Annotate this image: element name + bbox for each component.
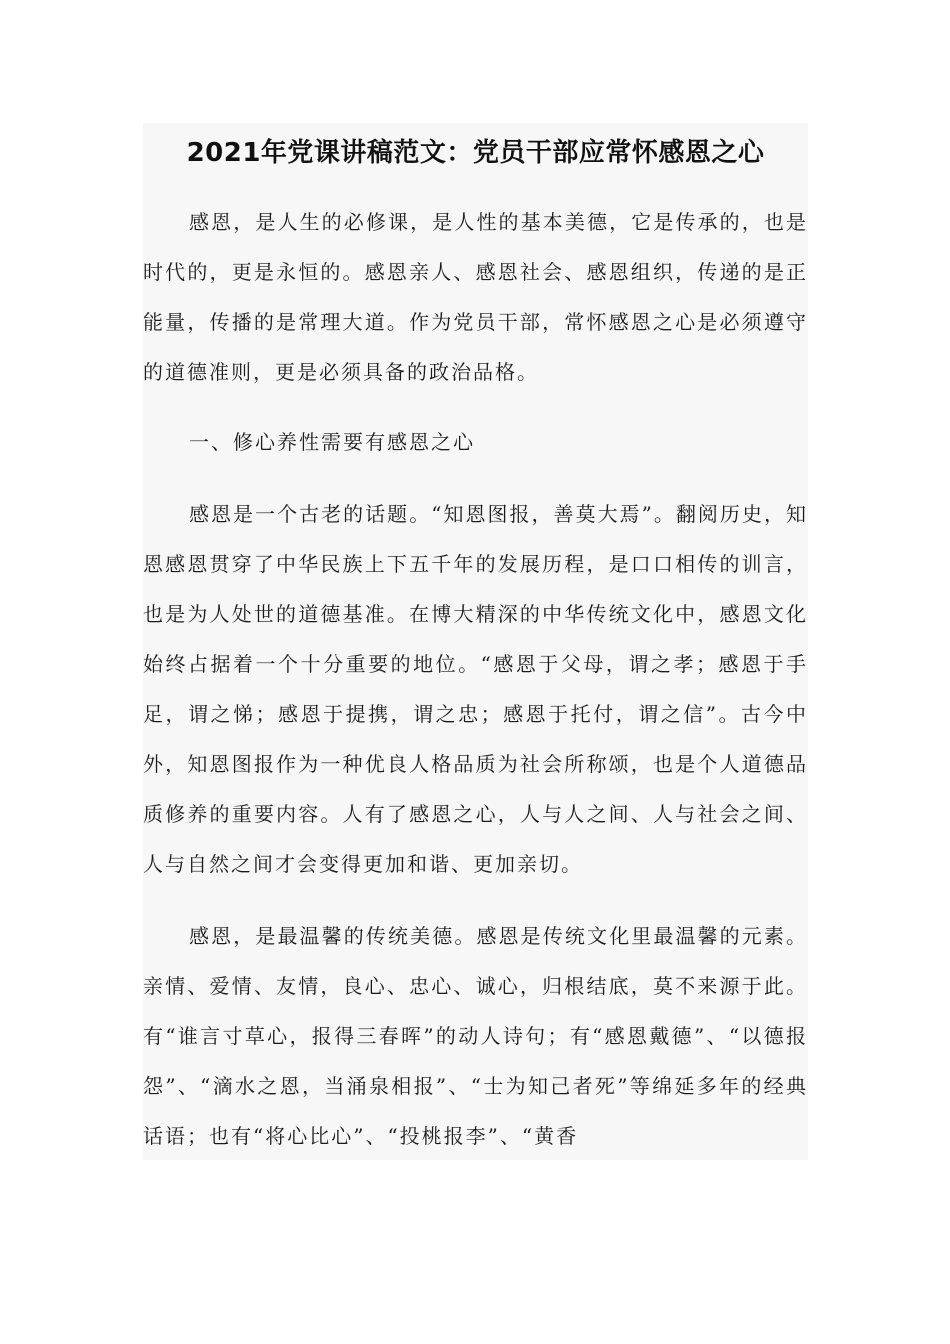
section-heading-1: 一、修心养性需要有感恩之心: [189, 430, 475, 454]
paragraph-section1-a: 感恩是一个古老的话题。“知恩图报，善莫大焉”。翻阅历史，知恩感恩贯穿了中华民族上下五千年的发展历程，是口口相传的训言，也是为人处世的道德基准。在博大精深的中华传统文化中，感恩文化始终占据着一个十分重要的地位。“感恩于父母，谓之孝；感恩于手足，谓之悌；感恩于提携，谓之忠；感恩于托付，谓之信”。古今中外，知恩图报作为一种优良人格品质为社会所称颂，也是个人道德品质修养的重要内容。人有了感恩之心，人与人之间、人与社会之间、人与自然之间才会变得更加和谐、更加亲切。: [143, 502, 808, 876]
document-text-block: [143, 123, 808, 1160]
paragraph-intro: 感恩，是人生的必修课，是人性的基本美德，它是传承的，也是时代的，更是永恒的。感恩亲人、感恩社会、感恩组织，传递的是正能量，传播的是常理大道。作为党员干部，常怀感恩之心是必须遵守的道德准则，更是必须具备的政治品格。: [143, 210, 808, 384]
paragraph-section1-b: 感恩，是最温馨的传统美德。感恩是传统文化里最温馨的元素。亲情、爱情、友情，良心、忠心、诚心，归根结底，莫不来源于此。有“谁言寸草心，报得三春晖”的动人诗句；有“感恩戴德”、“以德报怨”、“滴水之恩，当涌泉相报”、“士为知己者死”等绵延多年的经典话语；也有“将心比心”、“投桃报李”、“黄香: [143, 924, 808, 1148]
document-title: 2021年党课讲稿范文：党员干部应常怀感恩之心: [186, 138, 765, 168]
